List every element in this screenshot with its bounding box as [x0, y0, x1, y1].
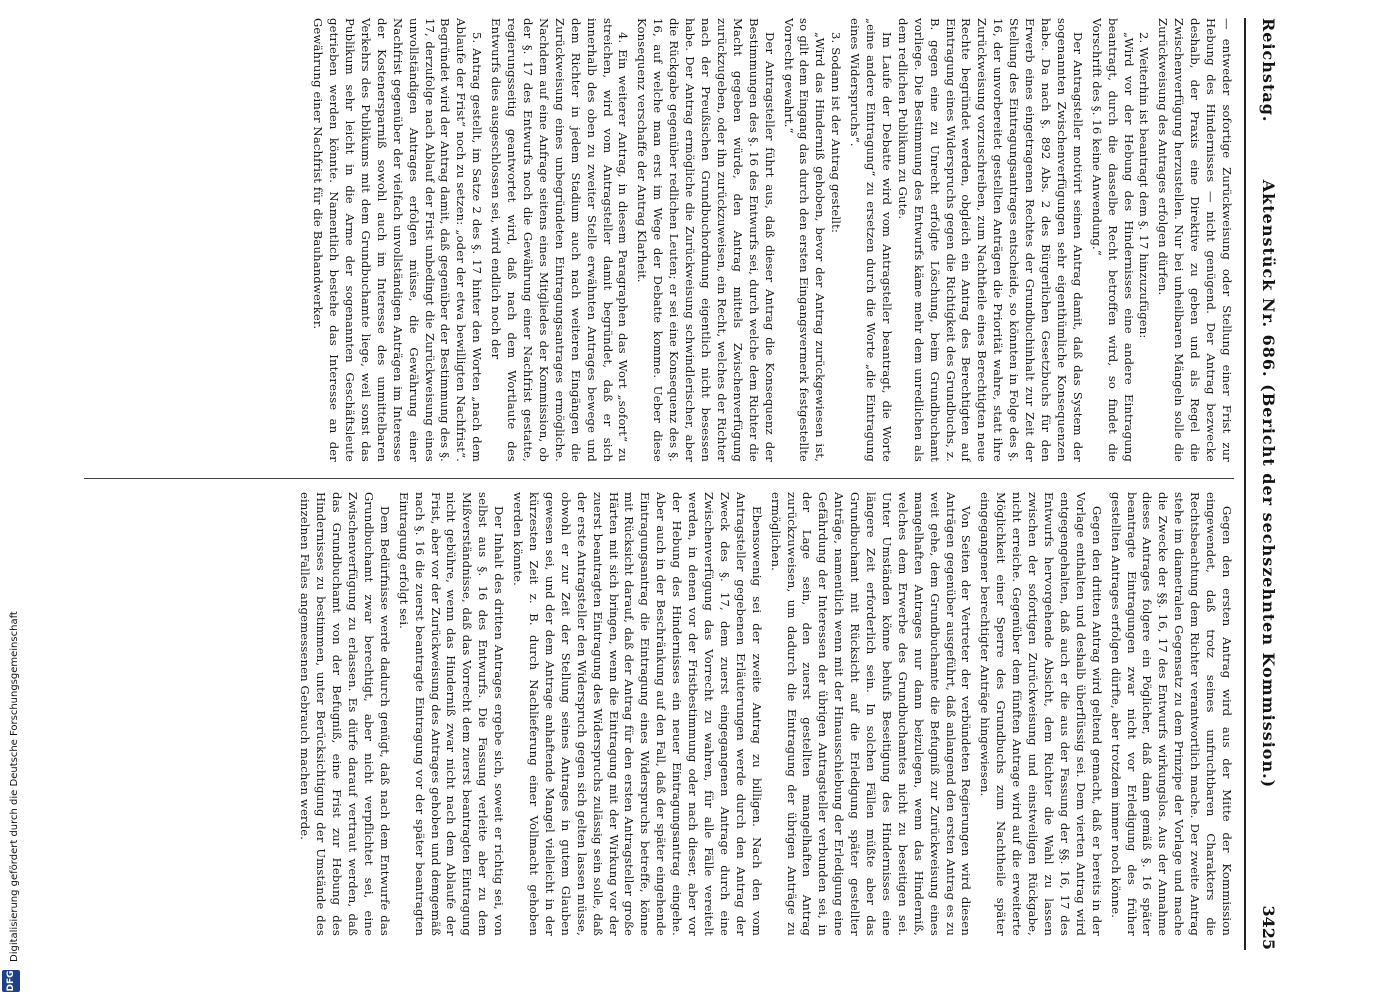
paragraph: Gegen den dritten Antrag wird geltend gemacht, daß er bereits in der Vorlage enthalten und deshalb überflüssig sei. Dem vierten Antrag wird entgegengehalten, daß auch er die aus der Fassung der §§. 16, 17 des Entwurfs hervorgehende Absicht, dem Richter die Wahl zu lassen zwischen der sofortigen Zurückweisung und einstweiligen Rückgabe, nicht erreiche. Gegenüber dem fünften Antrage wird auf die erweiterte Möglichkeit einer Sperre des Grundbuchs zum Nachtheile später eingegangener berechtigter Anträge hingewiesen.: [978, 492, 1104, 936]
dfg-logo-icon: [2, 970, 20, 992]
paragraph: Der Inhalt des dritten Antrages ergebe sich, soweit er richtig sei, von selbst aus §. 16 des Entwurfs. Die Fassung verleite aber zu dem Mißverständnisse, daß das Vorrecht dem zuerst beantragten Eintragung nicht gebühre, wenn das Hinderniß zwar nicht nach dem Ablaufe der Frist, aber vor der Zurückweisung des Antrages gehoben und demgemäß nach §. 16 die zuerst beantragte Eintragung vor der später beantragten Eintragung erfolgt sei.: [396, 492, 507, 936]
funding-footer: [8, 2, 22, 992]
right-text-column: [74, 492, 1234, 936]
paragraph: „Wird das Hinderniß gehoben, bevor der Antrag zurückgewiesen ist, so gilt dem Eingang das durch den ersten Eingangsvermerk festgestellte Vorrecht gewahrt.“: [781, 18, 828, 462]
left-text-column: [74, 18, 1234, 462]
paragraph: 2. Weiterhin ist beantragt dem §. 17 hinzuzufügen:: [1137, 32, 1152, 339]
dfg-logo-label: DFG: [6, 970, 16, 992]
paragraph: 3. Sodann ist der Antrag gestellt:: [829, 32, 844, 234]
funding-note: Digitalisierung gefördert durch die Deutsche Forschungsgemeinschaft: [9, 611, 20, 962]
paragraph: — entweder sofortige Zurückweisung oder Stellung einer Frist zur Hebung des Hindernisses — nicht genügend. Der Antrag bezwecke deshalb, der Praxis eine Direktive zu geben und als Regel die Zwischenverfügung herzustellen. Nur bei unheilbaren Mängeln solle die Zurückweisung des Antrages erfolgen dürfen.: [1156, 18, 1234, 462]
paragraph: Von Seiten der Vertreter der verbündeten Regierungen wird diesen Anträgen gegenüber ausgeführt, daß anlangend den ersten Antrag es zu weit gehe, dem Grundbuchamte die Befugniß zur Zurückweisung eines mangelhaften Antrages nur dann beizulegen, wenn das Hinderniß, welches dem Erwerbe des Grundbuchamtes nicht zu beseitigen sei. Unter Umständen könne behufs Beseitigung des Hindernisses eine längere Zeit erforderlich sein. In solchen Fällen müßte aber das Grundbuchamt mit Rücksicht auf die Erledigung später gestellter Anträge, namentlich wenn mit der Hinausschiebung der Erledigung eine Gefährdung der Interessen der übrigen Antragsteller verbunden sei, in der Lage sein, den zuerst gestellten mangelhaften Antrag zurückzuweisen, um dadurch die Eintragung der übrigen Anträge zu ermöglichen.: [768, 492, 974, 936]
paragraph: Der Antragsteller motivirt seinen Antrag damit, daß das System der sogenannten Zwischenverfügungen sehr eigenthümliche Konsequenzen habe. Da nach §. 892 Abs. 2 des Bürgerlichen Gesetzbuchs für den Erwerb eines eingetragenen Rechtes der Grundbuchinhalt zur Zeit der Stellung des Eintragungsantrages entscheide, so könnten in Folge des §. 16, der unvorbereitet gestellten Anträgen die Priorität wahre, statt ihre Zurückweisung vorzuschreiben, zum Nachtheile eines Berechtigten neue Rechte begründet werden, obgleich ein Antrag des Berechtigten auf Eintragung eines Widerspruchs gegen die Richtigkeit des Grundbuchs, z. B. gegen eine zu Unrecht erfolgte Löschung, beim Grundbuchamt vorliege. Die Bestimmung des Entwurfs käme mehr dem unredlichen als dem redlichen Publikum zu Gute.: [895, 18, 1085, 462]
page-number: 3425: [1259, 905, 1278, 950]
column-divider: [84, 478, 1234, 479]
paragraph: „Wird vor der Hebung des Hindernisses eine andere Eintragung beantragt, durch die dasselbe Recht betroffen wird, so findet die Vorschrift des §. 16 keine Anwendung.“: [1089, 18, 1136, 462]
paragraph: Ebensowenig sei der zweite Antrag zu billigen. Nach den vom Antragsteller gegebenen Erläuterungen werde durch den Antrag der Zweck des §. 17, dem zuerst eingegangenen Antrage durch eine Zwischenverfügung das Vorrecht zu wahren, für alle Fälle vereitelt werden, in denen vor der Fristbestimmung oder nach dieser, aber vor der Hebung des Hindernisses ein neuer Eintragungsantrag eingehe. Aber auch in der Beschränkung auf den Fall, daß der später eingehende Eintragungsantrag die Eintragung eines Widerspruchs betreffe, könne mit Rücksicht darauf, daß der Antrag für den ersten Antragsteller große Härten mit sich bringen, wenn die Eintragung mit der Wirkung vor der zuerst beantragten Eintragung des Widerspruchs zulässig sein solle, daß der erste Antragsteller den Widerspruch gegen sich gelten lassen müsse, obwohl er zur Zeit der Stellung seines Antrages in gutem Glauben gewesen sei, und der dem Antrage anhaftende Mangel vielleicht in der kürzesten Zeit z. B. durch Nachlieferung einer Vollmacht gehoben werden könnte.: [511, 492, 764, 936]
paragraph: Der Antragsteller führt aus, daß dieser Antrag die Konsequenz der Bestimmungen des §. 16 des Entwurfs sei, durch welche dem Richter die Macht gegeben würde, den Antrag mittels Zwischenverfügung zurückzugeben, oder ihn zurückzuweisen, ein Recht, welches der Richter nach der Preußischen Grundbuchordnung eigentlich nicht besessen habe. Der Antrag ermögliche die Zurückweisung schwindlerischer, aber die Rückgabe gegenüber redlichen Leuten; er sei eine Konsequenz des §. 16, auf welche man erst im Wege der Debatte komme. Ueber diese Konsequenz verschaffe der Antrag Klarheit.: [635, 18, 777, 462]
paragraph: Gegen den ersten Antrag wird aus der Mitte der Kommission eingewendet, daß trotz seines unfruchtbaren Charakters die Rechtsbeachtung dem Richter verantwortlich mache. Der zweite Antrag stehe im diametralen Gegensatz zu dem Prinzipe der Vorlage und mache die Zwecke der §§. 16, 17 des Entwurfs wirkungslos. Aus der Annahme dieses Antrages folgere ein Pöglicher, daß dann gemäß §. 16 später beantragte Eintragungen zwar nicht vor Erledigung des früher gestellten Antrages erfolgen dürfte, aber trotzdem immer noch könne.: [1108, 492, 1234, 936]
paragraph: 4. Ein weiterer Antrag, in diesem Paragraphen das Wort „sofort“ zu streichen, wird vom Antragsteller damit begründet, daß er sich innerhalb des oben zu zweiter Stelle erwähnten Antrages bewege und dem Richter in jedem Stadium auch nach weiteren Eingängen die Zurückweisung eines unbegründeten Eintragungsantrages ermögliche. Nachdem auf eine Anfrage seitens eines Mitgliedes der Kommission, ob der §. 17 des Entwurfs noch die Gewährung einer Nachfrist gestatte, regierungsseitig geantwortet wird, daß nach dem Wortlaute des Entwurfs dies ausgeschlossen sei, wird endlich noch der: [489, 18, 631, 462]
page-header: [1244, 18, 1286, 950]
paragraph: 5. Antrag gestellt, im Satze 2 des §. 17 hinter den Worten „nach dem Ablaufe der Frist“ noch zu setzen: „oder der etwa bewilligten Nachfrist“. Begründet wird der Antrag damit, daß gegenüber der Bestimmung des §. 17, derzufolge nach Ablauf der Frist unbedingt die Zurückweisung eines unvollständigen Antrages erfolgen müsse, die Gewährung einer Nachfrist gegenüber der vielfach unvollständigen Anträgen im Interesse der Kostenersparniß sowohl auch im Interesse des unmittelbaren Verkehrs des Publikums mit dem Grundbuchamte liege, weil sonst das Publikum sehr leicht in die Arme der sogenannten Geschäftsleute getrieben werden könnte. Namentlich bestehe das Interesse an der Gewährung einer Nachfrist für die Bauhandwerker.: [311, 18, 485, 462]
header-left: Reichstag.: [1259, 18, 1278, 123]
header-title: Aktenstück Nr. 686. (Bericht der sechszehnten Kommission.): [1259, 179, 1278, 789]
paragraph: Im Laufe der Debatte wird vom Antragsteller beantragt, die Worte „eine andere Eintragung“ zu ersetzen durch die Worte „die Eintragung eines Widerspruchs“.: [848, 18, 894, 462]
paragraph: Dem Bedürfnisse werde dadurch genügt, daß nach dem Entwurfe das Grundbuchamt zwar berechtigt, aber nicht verpflichtet sei, eine Zwischenverfügung zu erlassen. Es dürfe darauf vertraut werden, daß das Grundbuchamt von der Befugniß, eine Frist zur Hebung des Hindernisses zu bestimmen, unter Berücksichtigung der Umstände des einzelnen Falles angemessenen Gebrauch machen werde.: [298, 492, 392, 936]
rotated-document-page: [66, 18, 1286, 950]
